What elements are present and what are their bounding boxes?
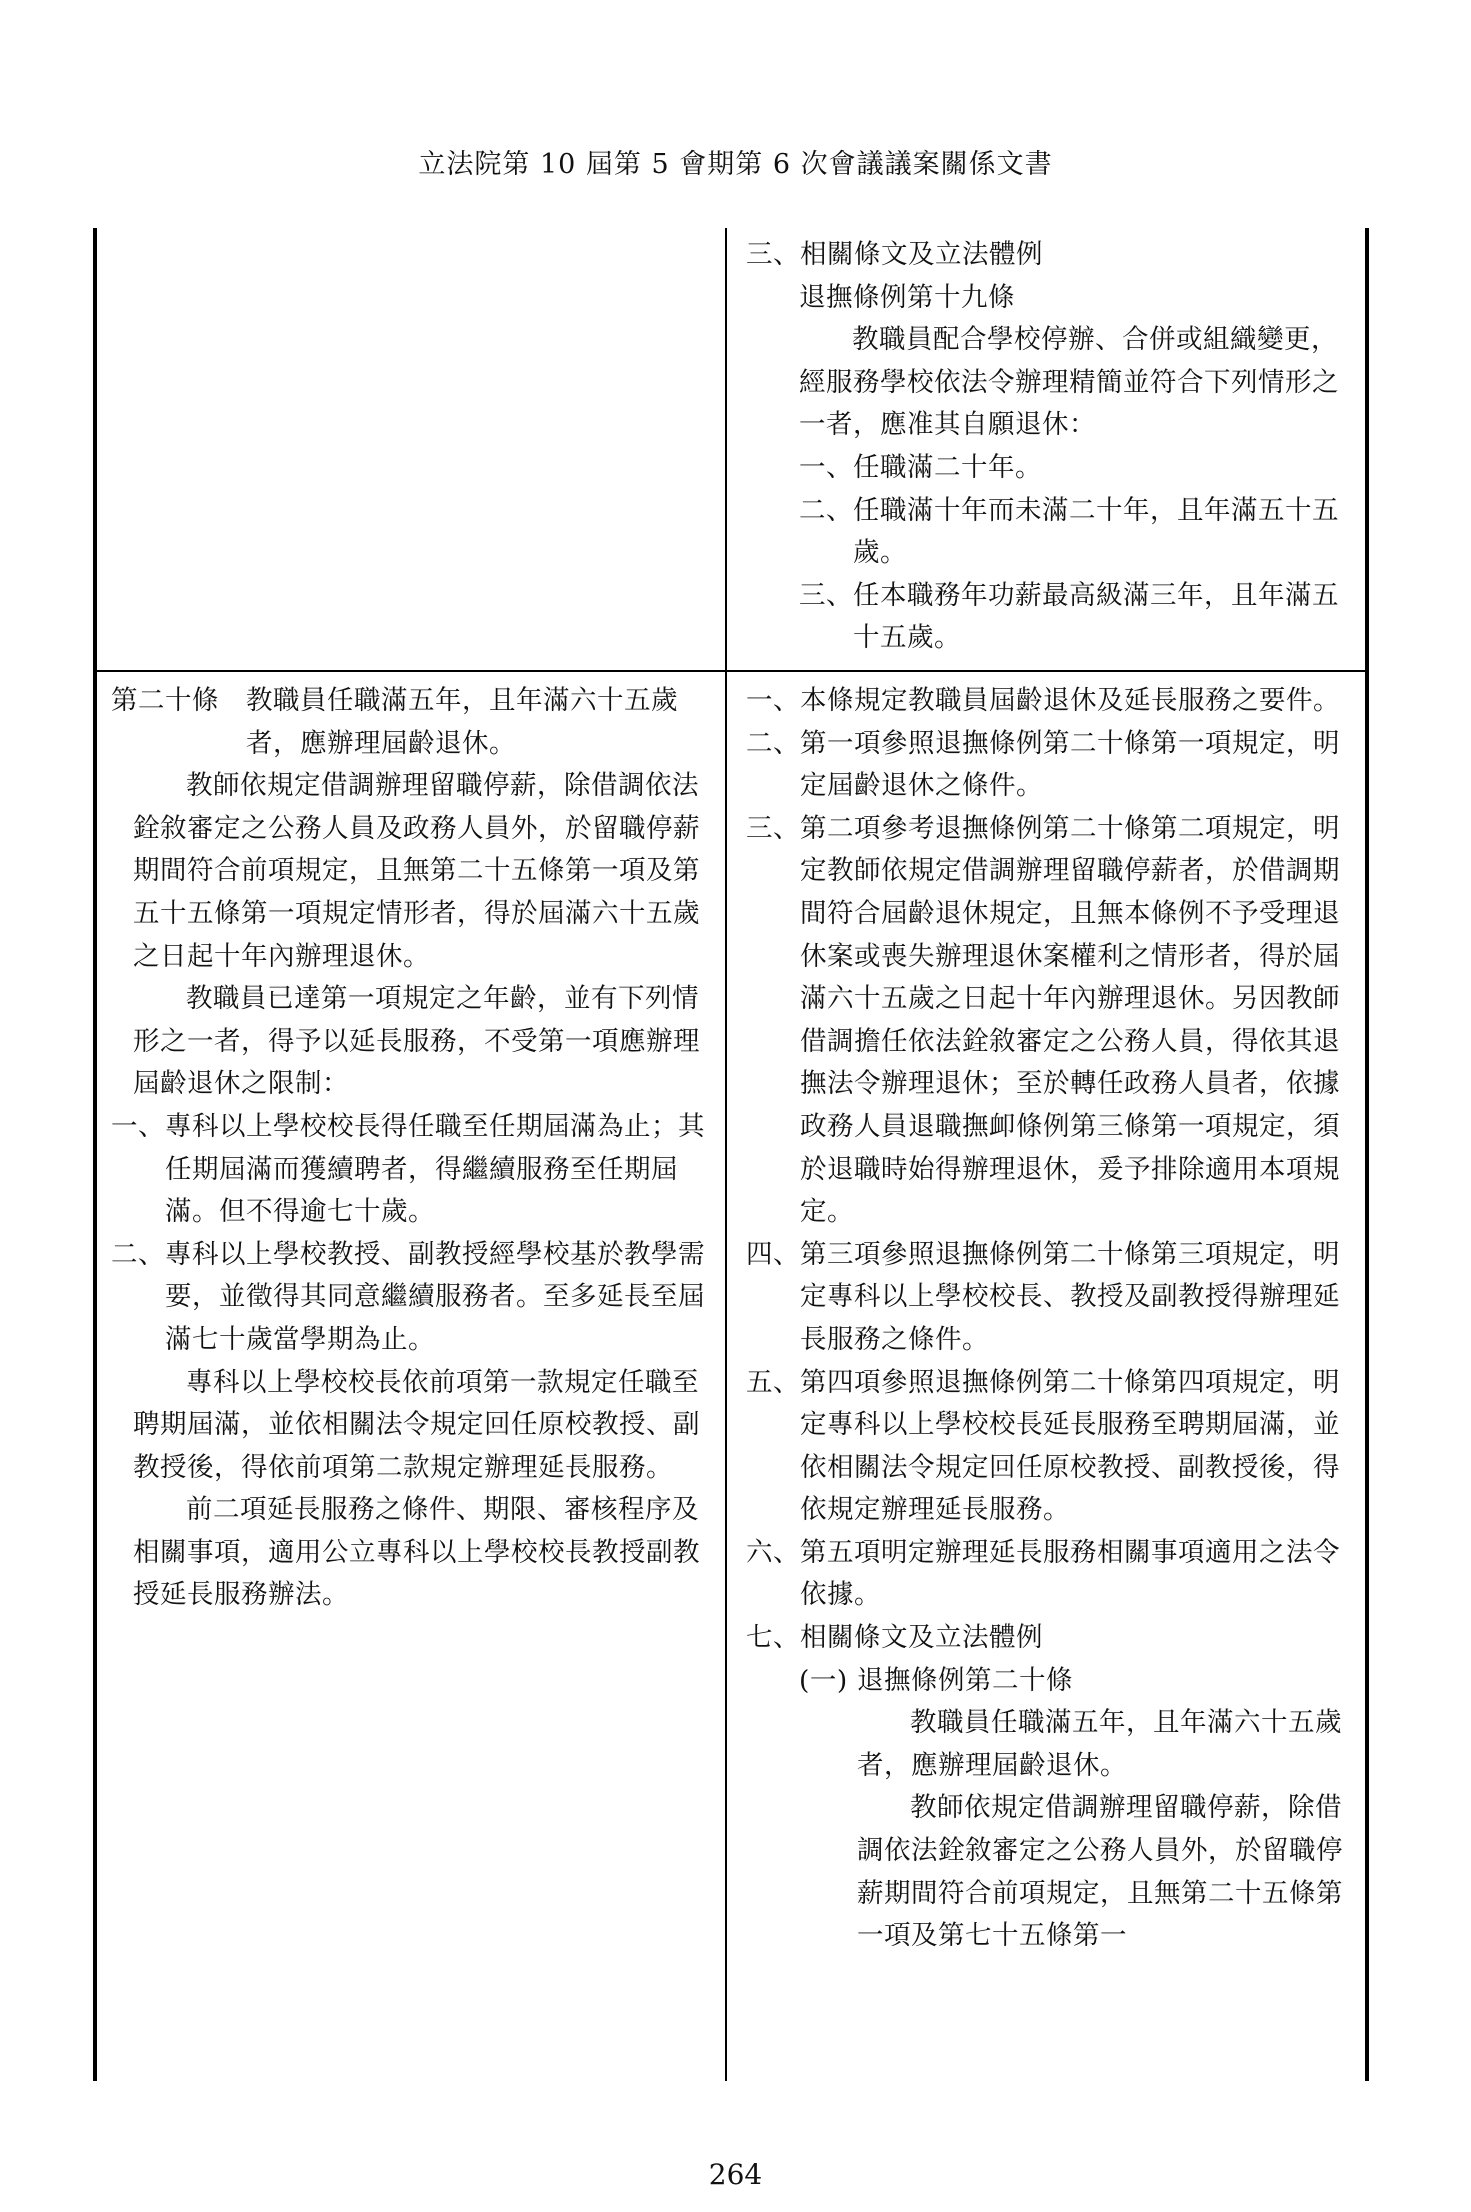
list-item (111, 1106, 711, 1234)
item-number: 一、 (799, 451, 853, 483)
sub-law-paragraph: 教師依規定借調辦理留職停薪，除借調依法銓敘審定之公務人員外，於留職停薪期間符合前項規定，且無第二十五條第一項及第七十五條第一 (857, 1792, 1343, 1952)
sub-item (746, 1660, 1358, 1703)
item-text: 第五項明定辦理延長服務相關事項適用之法令依據。 (800, 1536, 1340, 1611)
item-number: 一、 (746, 685, 800, 716)
list-item (746, 1617, 1358, 1660)
item-number: 六、 (746, 1536, 800, 1568)
item-text: 相關條文及立法體例 (800, 1622, 1043, 1654)
article-paragraph: 專科以上學校校長依前項第一款規定任職至聘期屆滿，並依相關法令規定回任原校教授、副教授後，得依前項第二款規定辦理延長服務。 (133, 1366, 700, 1483)
list-item (746, 723, 1358, 808)
article-number: 第二十條 (111, 685, 219, 716)
page-number: 264 (708, 2158, 763, 2191)
list-item (746, 680, 1358, 723)
list-item (746, 1362, 1358, 1532)
article-paragraph: 前二項延長服務之條件、期限、審核程序及相關事項，適用公立專科以上學校校長教授副教授延長服務辦法。 (133, 1494, 700, 1611)
upper-right-cell (746, 234, 1358, 660)
list-item (746, 575, 1358, 660)
item-text: 任本職務年功薪最高級滿三年，且年滿五十五歲。 (853, 579, 1339, 654)
law-paragraph: 教職員配合學校停辦、合併或組織變更，經服務學校依法令辦理精簡並符合下列情形之一者，應准其自願退休： (799, 324, 1339, 441)
item-text: 第四項參照退撫條例第二十條第四項規定，明定專科以上學校校長延長服務至聘期屆滿，並依相關法令規定回任原校教授、副教授後，得依規定辦理延長服務。 (800, 1366, 1340, 1526)
item-text: 專科以上學校校長得任職至任期屆滿為止；其任期屆滿而獲續聘者，得繼續服務至任期屆滿。但不得逾七十歲。 (165, 1110, 705, 1228)
item-number: 五、 (746, 1366, 800, 1398)
lower-left-cell (111, 680, 711, 1617)
item-number: 二、 (111, 1238, 165, 1270)
article-first-paragraph (111, 680, 711, 765)
comparison-table (93, 228, 1369, 2081)
law-title: 退撫條例第十九條 (799, 281, 1015, 313)
table-right-border (1365, 228, 1369, 2081)
sub-law-paragraph: 教職員任職滿五年，且年滿六十五歲者，應辦理屆齡退休。 (857, 1707, 1342, 1781)
table-row-divider (95, 670, 1367, 672)
item-number: 七、 (746, 1622, 800, 1654)
item-number: 一、 (111, 1110, 165, 1142)
lower-right-cell (746, 680, 1358, 1958)
list-item (746, 1234, 1358, 1362)
list-item (746, 490, 1358, 575)
page-header: 立法院第 10 屆第 5 會期第 6 次會議議案關係文書 (418, 149, 1053, 180)
item-text: 任職滿十年而未滿二十年，且年滿五十五歲。 (853, 494, 1339, 569)
related-heading: 三、相關條文及立法體例 (746, 239, 1043, 270)
item-text: 第一項參照退撫條例第二十條第一項規定，明定屆齡退休之條件。 (800, 727, 1340, 802)
article-paragraph: 教師依規定借調辦理留職停薪，除借調依法銓敘審定之公務人員及政務人員外，於留職停薪期間符合前項規定，且無第二十五條第一項及第五十五條第一項規定情形者，得於屆滿六十五歲之日起十年內辦理退休。 (133, 770, 700, 972)
list-item (111, 1234, 711, 1362)
item-text: 第三項參照退撫條例第二十條第三項規定，明定專科以上學校校長、教授及副教授得辦理延長服務之條件。 (800, 1238, 1340, 1355)
item-text: 本條規定教職員屆齡退休及延長服務之要件。 (800, 685, 1340, 716)
item-number: 二、 (799, 494, 853, 526)
article-text: 教職員任職滿五年，且年滿六十五歲者，應辦理屆齡退休。 (246, 685, 678, 759)
list-item (746, 808, 1358, 1234)
table-column-divider (725, 228, 727, 2081)
item-number: 二、 (746, 727, 800, 759)
item-text: 專科以上學校教授、副教授經學校基於教學需要，並徵得其同意繼續服務者。至多延長至屆滿七十歲當學期為止。 (165, 1238, 705, 1355)
table-left-border (93, 228, 97, 2081)
list-item (746, 1532, 1358, 1617)
item-number: 三、 (799, 579, 853, 611)
article-paragraph: 教職員已達第一項規定之年齡，並有下列情形之一者，得予以延長服務，不受第一項應辦理屆齡退休之限制： (133, 983, 700, 1100)
item-number: 三、 (746, 812, 800, 844)
item-number: 四、 (746, 1238, 800, 1270)
item-text: 任職滿二十年。 (853, 451, 1042, 483)
sub-item-title: 退撫條例第二十條 (857, 1664, 1073, 1696)
list-item (746, 447, 1358, 490)
item-text: 第二項參考退撫條例第二十條第二項規定，明定教師依規定借調辦理留職停薪者，於借調期間符合屆齡退休規定，且無本條例不予受理退休案或喪失辦理退休案權利之情形者，得於屆滿六十五歲之日起十年內辦理退休。另因教師借調擔任依法銓敘審定之公務人員，得依其退撫法令辦理退休；至於轉任政務人員者，依據政務人員退職撫卹條例第三條第一項規定，須於退職時始得辦理退休，爰予排除適用本項規定。 (800, 812, 1340, 1228)
sub-item-number: (一) (799, 1664, 848, 1696)
